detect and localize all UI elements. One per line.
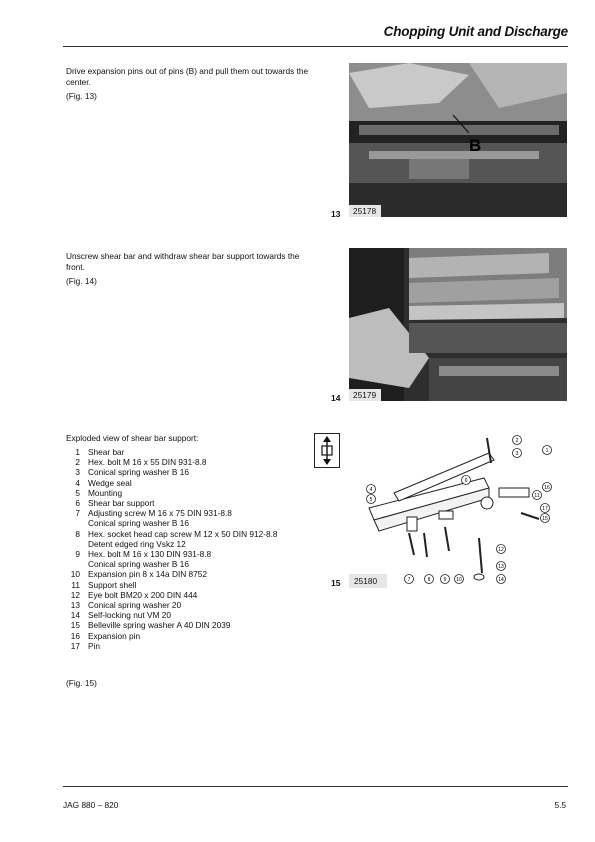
parts-list-item (66, 580, 278, 590)
parts-list-item (66, 631, 278, 641)
parts-list-item (66, 508, 278, 518)
part-description: Expansion pin (88, 630, 141, 641)
callout-b: B (469, 136, 482, 155)
part-number: 5 (75, 487, 80, 498)
part-number: 15 (70, 620, 80, 631)
part-number: 1 (75, 447, 80, 457)
step-text-2: Unscrew shear bar and withdraw shear bar support towards the front. (66, 251, 300, 272)
part-sub-description: Conical spring washer B 16 (88, 518, 189, 529)
step-text-1: Drive expansion pins out of pins (B) and pull them out towards the center. (66, 66, 309, 87)
diagram-callout-14 (497, 575, 506, 584)
footer-divider (63, 786, 568, 787)
parts-list-item (66, 498, 278, 508)
parts-list-item (66, 610, 278, 620)
figure-number-13: 13 (331, 209, 341, 219)
svg-text:5: 5 (369, 496, 373, 503)
part-number: 9 (75, 549, 80, 560)
part-number: 13 (70, 600, 80, 611)
fig-ref-13: (Fig. 13) (66, 91, 97, 101)
photo-id-14: 25179 (349, 389, 381, 401)
part-description: Mounting (88, 487, 123, 498)
part-description: Support shell (88, 579, 137, 590)
svg-text:15: 15 (542, 515, 548, 522)
diagram-callout-6 (462, 476, 471, 485)
part-description: Eye bolt BM20 x 200 DIN 444 (88, 589, 198, 600)
svg-text:17: 17 (542, 505, 548, 512)
diagram-callout-17 (541, 504, 550, 513)
figure-15-exploded-diagram (349, 433, 567, 590)
parts-list-item (66, 457, 278, 467)
part-description: Wedge seal (88, 477, 132, 488)
diagram-callout-15 (541, 514, 550, 523)
svg-text:11: 11 (534, 492, 540, 499)
part-description: Hex. socket head cap screw M 12 x 50 DIN 912-8.8 (88, 528, 278, 539)
svg-text:2: 2 (515, 437, 519, 444)
part-number: 4 (75, 477, 80, 488)
figure-14-photo (349, 248, 567, 401)
part-number: 7 (75, 508, 80, 519)
svg-text:16: 16 (544, 484, 550, 491)
figure-number-15: 15 (331, 578, 341, 588)
svg-text:8: 8 (427, 576, 431, 583)
diagram-id: 25180 (354, 576, 378, 586)
diagram-callout-1 (543, 446, 552, 455)
part-number: 11 (71, 579, 80, 590)
diagram-callout-16 (543, 483, 552, 492)
part-number: 3 (75, 467, 80, 478)
diagram-callout-7 (405, 575, 414, 584)
svg-text:13: 13 (498, 563, 504, 570)
part-description: Pin (88, 640, 100, 651)
part-number: 12 (70, 589, 80, 600)
parts-list-item (66, 478, 278, 488)
diagram-callout-11 (533, 491, 542, 500)
part-description: Belleville spring washer A 40 DIN 2039 (88, 620, 231, 631)
parts-list-item (66, 529, 278, 539)
footer-model: JAG 880 – 820 (63, 800, 119, 810)
part-number: 14 (70, 610, 80, 621)
part-sub-description: Detent edged ring Vskz 12 (88, 538, 186, 549)
parts-list (66, 447, 278, 651)
svg-text:3: 3 (515, 450, 519, 457)
part-description: Adjusting screw M 16 x 75 DIN 931-8.8 (88, 508, 232, 519)
part-description: Conical spring washer B 16 (88, 467, 189, 478)
part-description: Self-locking nut VM 20 (88, 610, 172, 621)
part-description: Hex. bolt M 16 x 130 DIN 931-8.8 (88, 549, 212, 560)
diagram-callout-4 (367, 485, 376, 494)
svg-text:6: 6 (464, 477, 468, 484)
diagram-callout-5 (367, 495, 376, 504)
part-number: 16 (70, 630, 80, 641)
parts-list-item (66, 549, 278, 559)
svg-text:4: 4 (369, 486, 373, 493)
svg-text:1: 1 (545, 447, 549, 454)
fig-ref-15: (Fig. 15) (66, 678, 97, 688)
svg-text:12: 12 (498, 546, 504, 553)
photo-id-13: 25178 (349, 205, 381, 217)
figure-number-14: 14 (331, 393, 341, 403)
part-description: Hex. bolt M 16 x 55 DIN 931-8.8 (88, 457, 207, 468)
part-number: 17 (70, 640, 80, 651)
part-number: 8 (75, 528, 80, 539)
parts-list-item (66, 590, 278, 600)
svg-text:10: 10 (456, 576, 462, 583)
figure-13-photo (349, 63, 567, 217)
diagram-callout-12 (497, 545, 506, 554)
part-number: 2 (75, 457, 80, 468)
parts-list-item (66, 641, 278, 651)
svg-text:7: 7 (407, 576, 411, 583)
diagram-callout-13 (497, 562, 506, 571)
diagram-callout-9 (441, 575, 450, 584)
svg-text:9: 9 (443, 576, 447, 583)
parts-list-item (66, 447, 278, 457)
part-number: 6 (75, 498, 80, 509)
diagram-callout-8 (425, 575, 434, 584)
adjustment-icon (314, 433, 340, 468)
diagram-callout-2 (513, 436, 522, 445)
fig-ref-14: (Fig. 14) (66, 276, 97, 286)
parts-list-item (66, 467, 278, 477)
svg-text:14: 14 (498, 576, 504, 583)
part-description: Shear bar (88, 447, 125, 457)
parts-list-item (66, 488, 278, 498)
part-description: Shear bar support (88, 498, 155, 509)
parts-list-item (66, 620, 278, 630)
diagram-callout-10 (455, 575, 464, 584)
footer-page-number: 5.5 (554, 800, 566, 810)
page-header-title: Chopping Unit and Discharge (383, 24, 568, 39)
parts-list-item (66, 600, 278, 610)
parts-list-item (66, 569, 278, 579)
header-divider (63, 46, 568, 47)
part-number: 10 (70, 569, 80, 580)
part-sub-description: Conical spring washer B 16 (88, 559, 189, 570)
diagram-callout-3 (513, 449, 522, 458)
part-description: Expansion pin 8 x 14a DIN 8752 (88, 569, 208, 580)
exploded-view-intro: Exploded view of shear bar support: (66, 433, 199, 443)
part-description: Conical spring washer 20 (88, 600, 182, 611)
